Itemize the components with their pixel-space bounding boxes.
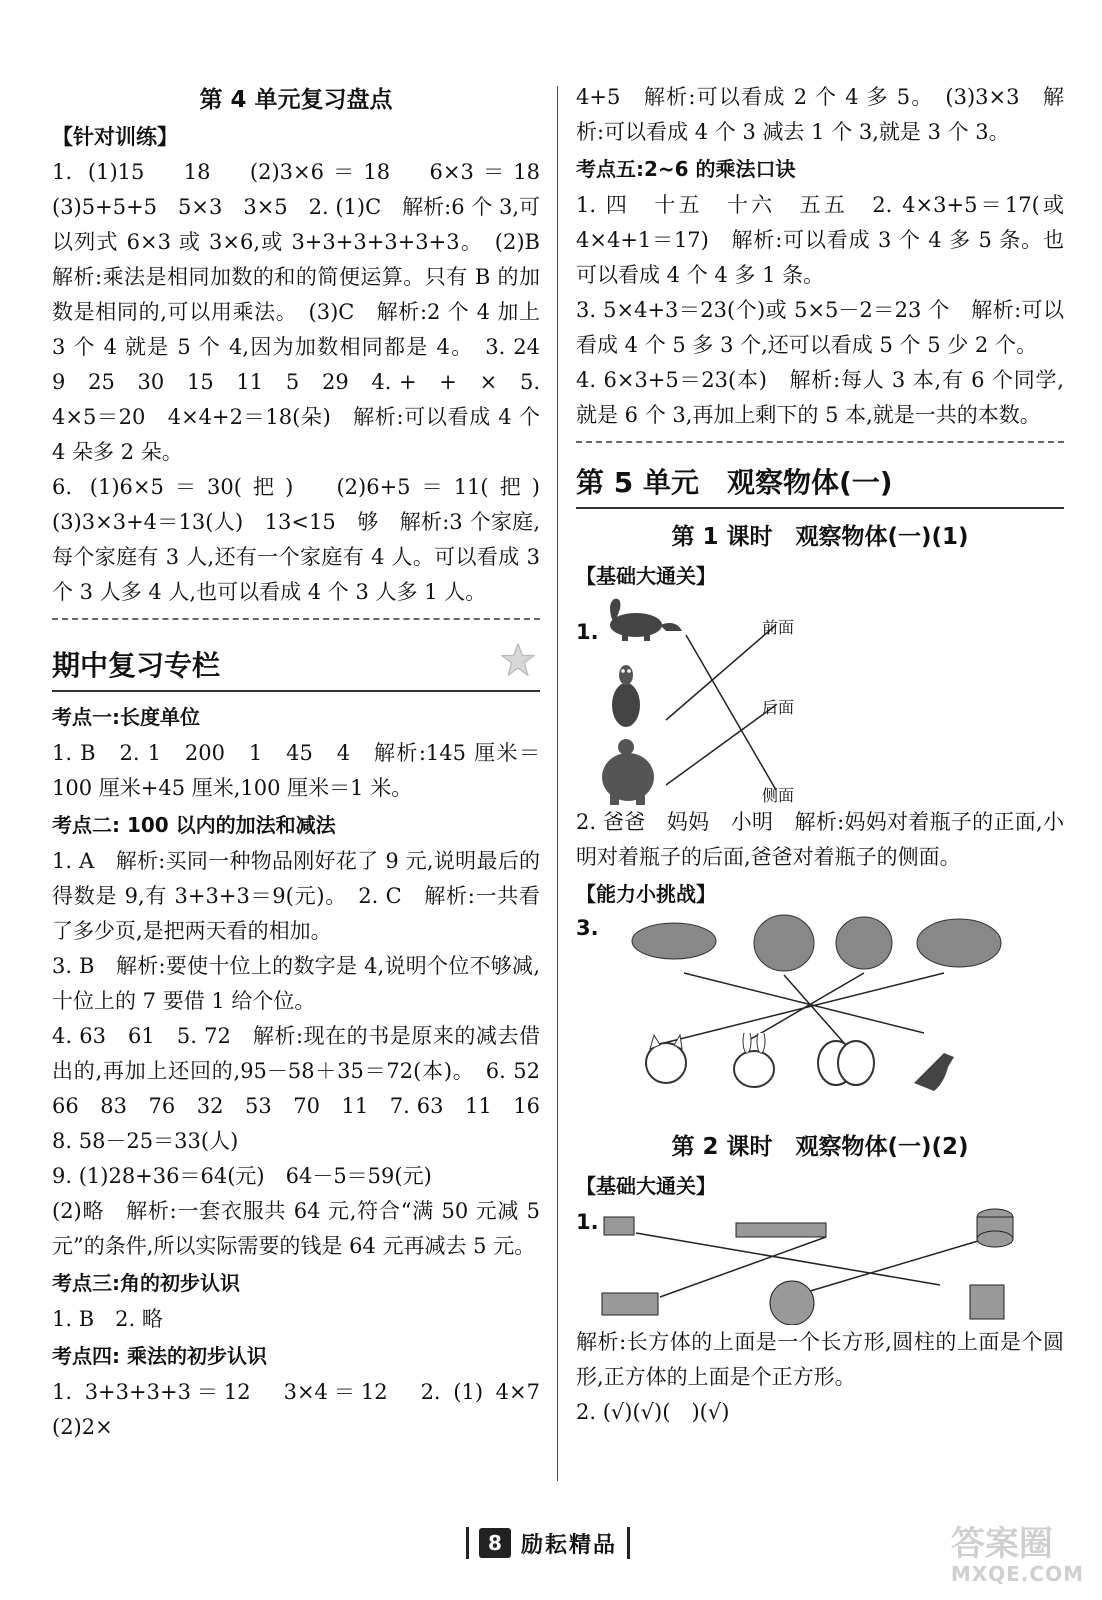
lesson2-title: 第 2 课时 观察物体(一)(2) <box>671 1134 969 1160</box>
unit4-title: 第 4 单元复习盘点 <box>199 87 393 113</box>
point5-answers-3: 4. 6×3+5＝23(本) 解析:每人 3 本,有 6 个同学,就是 6 个 3,再加上剩下的 5 本,就是一共的本数。 <box>576 368 1064 427</box>
footer-bar-left <box>466 1527 469 1559</box>
point4-answers: 1. 3+3+3+3＝12 3×4＝12 2. (1) 4×7 (2)2× <box>52 1380 561 1439</box>
tag-targeted-training: 【针对训练】 <box>52 125 178 149</box>
question-number: 1. <box>576 620 599 644</box>
watermark-text: 答案圈 <box>950 1524 1053 1564</box>
point4-heading: 考点四: 乘法的初步认识 <box>52 1344 267 1368</box>
figure-solids-matching <box>576 1205 1064 1325</box>
point2-answers-2: 3. B 解析:要使十位上的数字是 4,说明个位不够减,十位上的 7 要借 1 给个位。 <box>52 954 540 1013</box>
point5-answers-1: 1. 四 十五 十六 五五 2. 4×3+5＝17(或 4×4+1＝17) 解析:可以看成 3 个 4 多 5 条。也可以看成 4 个 4 多 1 条。 <box>576 193 1064 287</box>
lesson1-q2-answer: 2. 爸爸 妈妈 小明 解析:妈妈对着瓶子的正面,小明对着瓶子的后面,爸爸对着瓶子的侧面。 <box>576 810 1064 869</box>
question-number: 1. <box>576 1210 599 1234</box>
column-divider <box>557 86 558 1481</box>
unit4-answers-2: 6. (1)6×5＝30(把) (2)6+5＝11(把) (3)3×3+4＝13(人) 13<15 够 解析:3 个家庭,每个家庭有 3 人,还有一个家庭有 4 人。可以看成 3 个 3 人多 4 人,也可以看成 4 个 3 人多 1 人。 <box>52 475 561 604</box>
solids-diagram <box>600 1205 1060 1325</box>
unit5-title: 第 5 单元 观察物体(一) <box>576 455 1064 509</box>
question-number: 3. <box>576 916 599 940</box>
label-side: 侧面 <box>762 786 795 805</box>
point3-heading: 考点三:角的初步认识 <box>52 1271 240 1295</box>
label-back: 后面 <box>762 698 795 717</box>
page-footer <box>466 1526 630 1560</box>
midterm-section-title <box>52 638 540 692</box>
point2-answers-3: 4. 63 61 5. 72 解析:现在的书是原来的减去借出的,再加上还回的,95－58＋35＝72(本)。 6. 52 66 83 76 32 53 70 11 7. 63 11 16 8. 58－25＝33(人) <box>52 1024 561 1153</box>
brand-name: 励耘精品 <box>521 1532 618 1558</box>
figure-view-matching <box>576 595 1064 805</box>
footer-bar-right <box>627 1527 630 1559</box>
left-column <box>52 80 561 1445</box>
point2-heading: 考点二: 100 以内的加法和减法 <box>52 813 336 837</box>
point1-heading: 考点一:长度单位 <box>52 705 200 729</box>
lesson1-title: 第 1 课时 观察物体(一)(1) <box>671 524 969 550</box>
tag-ability: 【能力小挑战】 <box>576 882 716 906</box>
midterm-title-text: 期中复习专栏 <box>52 649 221 682</box>
dashed-divider <box>576 441 1064 443</box>
star-icon <box>500 642 536 678</box>
figure-animal-matching <box>576 913 1064 1113</box>
cat-icon <box>604 1033 1064 1113</box>
point2-answers-1: 1. A 解析:买同一种物品刚好花了 9 元,说明最后的得数是 9,有 3+3+3＝9(元)。 2. C 解析:一共看了多少页,是把两天看的相加。 <box>52 849 540 943</box>
watermark <box>951 1526 1084 1586</box>
tag-basic-2: 【基础大通关】 <box>576 1174 716 1198</box>
right-column <box>576 80 1064 1430</box>
watermark-url: MXQE.COM <box>950 1562 1084 1586</box>
point4-continued: 4+5 解析:可以看成 2 个 4 多 5。 (3)3×3 解析:可以看成 4 个 3 减去 1 个 3,就是 3 个 3。 <box>576 85 1064 144</box>
point5-heading: 考点五:2~6 的乘法口诀 <box>576 157 796 181</box>
tag-basic: 【基础大通关】 <box>576 564 716 588</box>
unit4-answers-1: 1. (1)15 18 (2)3×6＝18 6×3＝18 (3)5+5+5 5×3 3×5 2. (1)C 解析:6 个 3,可以列式 6×3 或 3×6,或 3+3+3+3+3+3。 (2)B 解析:乘法是相同加数的和的简便运算。只有 B 的加数是相同的,可以用乘法。 (3)C 解析:2 个 4 加上 3 个 4 就是 5 个 4,因为加数相同都是 4。 3. 24 9 25 30 15 11 5 29 4. + + × 5. 4×5＝20 4×4+2＝18(朵) 解析:可以看成 4 个 4 朵多 2 朵。 <box>52 160 561 464</box>
page-number: 8 <box>479 1528 511 1558</box>
lesson2-q1-explanation: 解析:长方体的上面是一个长方形,圆柱的上面是个圆形,正方体的上面是个正方形。 <box>576 1330 1064 1389</box>
point2-answers-4: 9. (1)28+36＝64(元) 64－5＝59(元) <box>52 1164 432 1188</box>
point2-answers-5: (2)略 解析:一套衣服共 64 元,符合“满 50 元减 5 元”的条件,所以实际需要的钱是 64 元再减去 5 元。 <box>52 1199 540 1258</box>
dog-icon <box>914 1053 954 1091</box>
point1-answers: 1. B 2. 1 200 1 45 4 解析:145 厘米＝100 厘米+45 厘米,100 厘米＝1 米。 <box>52 741 540 800</box>
point3-answers: 1. B 2. 略 <box>52 1307 163 1331</box>
rabbit-icon <box>734 1051 774 1087</box>
label-front: 前面 <box>762 618 795 637</box>
point5-answers-2: 3. 5×4+3＝23(个)或 5×5－2＝23 个 解析:可以看成 4 个 5 多 3 个,还可以看成 5 个 5 少 2 个。 <box>576 298 1064 357</box>
dinosaur-icon <box>596 595 856 805</box>
lesson2-q2-answer: 2. (√)(√)( )(√) <box>576 1400 730 1424</box>
dashed-divider <box>52 618 540 620</box>
